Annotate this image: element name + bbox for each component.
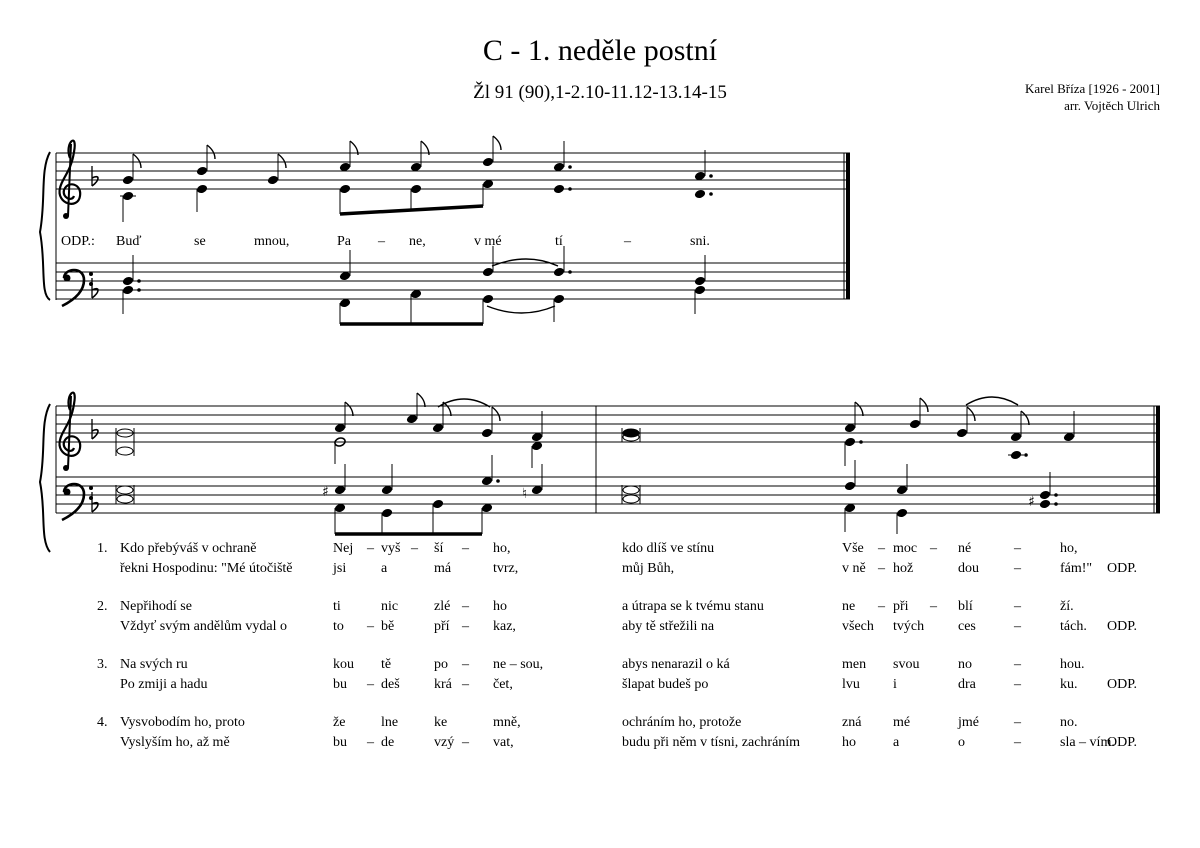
verse-syllable: –	[462, 677, 469, 692]
treble-voice-2b	[334, 437, 1028, 468]
verse-syllable: ží.	[1060, 599, 1074, 614]
verse-syllable: při	[893, 599, 909, 614]
verse-number: 1.	[97, 541, 108, 556]
verse-syllable: ces	[958, 619, 976, 634]
verse-line	[0, 657, 1200, 677]
verse-syllable: i	[893, 677, 897, 692]
verse-syllable: –	[1014, 599, 1021, 614]
verse-syllable: vzý	[434, 735, 455, 750]
verse-syllable: bě	[381, 619, 395, 634]
svg-text:♯: ♯	[322, 484, 329, 500]
verse-syllable: men	[842, 657, 867, 672]
verse-syllable: ší	[434, 541, 444, 556]
verse-syllable: –	[462, 619, 469, 634]
verse-syllable: šlapat budeš po	[622, 677, 709, 692]
response-marker: ODP.	[1107, 677, 1137, 692]
verse-syllable: dou	[958, 561, 979, 576]
verse-syllable: tách.	[1060, 619, 1087, 634]
verse-syllable: čet,	[493, 677, 513, 692]
bass-voices	[122, 246, 706, 324]
verse-syllable: ne	[842, 599, 856, 614]
verse-syllable: Nepřihodí se	[120, 599, 192, 614]
verse-syllable: ho	[842, 735, 856, 750]
treble-voice-1b	[334, 393, 1075, 442]
svg-text:♮: ♮	[522, 486, 528, 502]
verse-syllable: né	[958, 541, 972, 556]
verse-syllable: Kdo přebýváš v ochraně	[120, 541, 257, 556]
verse-number: 3.	[97, 657, 108, 672]
verse-syllable: ochráním ho, protože	[622, 715, 742, 730]
response-marker: ODP.	[1107, 735, 1137, 750]
verse-syllable: bu	[333, 735, 347, 750]
refrain-syllable: Buď	[116, 234, 142, 249]
verse-syllable: –	[367, 619, 374, 634]
verse-syllable: kaz,	[493, 619, 516, 634]
verse-syllable: ku.	[1060, 677, 1078, 692]
verse-syllable: –	[411, 541, 418, 556]
verse-syllable: jmé	[958, 715, 979, 730]
verse-line	[0, 677, 1200, 697]
verse-syllable: nic	[381, 599, 399, 614]
arranger-name: arr. Vojtěch Ulrich	[1064, 98, 1160, 113]
verse-line	[0, 735, 1200, 755]
refrain-syllable: Pa	[337, 234, 351, 249]
verse-syllable: Po zmiji a hadu	[120, 677, 208, 692]
verse-line	[0, 599, 1200, 619]
verse-syllable: ti	[333, 599, 341, 614]
verse-syllable: –	[462, 541, 469, 556]
verse-number: 2.	[97, 599, 108, 614]
refrain-syllable: se	[194, 234, 206, 249]
verse-syllable: –	[878, 541, 885, 556]
refrain-syllable: sni.	[690, 234, 710, 249]
verse-syllable: –	[1014, 541, 1021, 556]
verse-syllable: blí	[958, 599, 973, 614]
verse-syllable: pří	[434, 619, 450, 634]
breve-chords	[116, 428, 640, 504]
verse-syllable: –	[930, 541, 937, 556]
verse-syllable: –	[1014, 561, 1021, 576]
system-1	[40, 136, 850, 324]
verse-syllable: po	[434, 657, 448, 672]
verse-line	[0, 541, 1200, 561]
svg-text:♯: ♯	[1028, 494, 1035, 510]
refrain-label: ODP.:	[61, 234, 95, 249]
verse-number: 4.	[97, 715, 108, 730]
verse-syllable: –	[367, 677, 374, 692]
verse-syllable: –	[462, 657, 469, 672]
verse-syllable: budu při něm v tísni, zachráním	[622, 735, 801, 750]
page-title: C - 1. neděle postní	[482, 34, 718, 67]
verse-syllable: Vždyť svým andělům vydal o	[120, 619, 287, 634]
verse-syllable: jsi	[333, 561, 347, 576]
verse-syllable: a	[381, 561, 388, 576]
response-marker: ODP.	[1107, 619, 1137, 634]
verse-syllable: hož	[893, 561, 914, 576]
verse-syllable: ke	[434, 715, 448, 730]
verse-line	[0, 619, 1200, 639]
verse-syllable: moc	[893, 541, 918, 556]
verse-syllable: ne – sou,	[493, 657, 544, 672]
verse-syllable: sla – vím.	[1060, 735, 1115, 750]
verse-syllable: zlé	[434, 599, 451, 614]
verse-syllable: vyš	[381, 541, 401, 556]
verse-syllable: abys nenarazil o ká	[622, 657, 730, 672]
verse-syllable: mé	[893, 715, 911, 730]
refrain-hyphen: –	[378, 234, 385, 249]
verse-syllable: aby tě střežili na	[622, 619, 715, 634]
verse-syllable: –	[367, 541, 374, 556]
verse-syllable: lne	[381, 715, 399, 730]
verse-syllable: bu	[333, 677, 347, 692]
verse-syllable: Vše	[842, 541, 864, 556]
verse-syllable: že	[333, 715, 346, 730]
psalm-reference: Žl 91 (90),1-2.10-11.12-13.14-15	[473, 82, 727, 103]
verse-syllable: –	[878, 561, 885, 576]
verse-syllable: krá	[434, 677, 452, 692]
verse-syllable: a	[893, 735, 900, 750]
verse-syllable: no.	[1060, 715, 1078, 730]
verse-syllable: –	[878, 599, 885, 614]
verse-syllable: –	[1014, 715, 1021, 730]
system-2	[40, 393, 1160, 552]
verse-syllable: –	[1014, 657, 1021, 672]
verse-syllable: Vyslyším ho, až mě	[120, 735, 230, 750]
verse-syllable: o	[958, 735, 965, 750]
verse-syllable: ho,	[1060, 541, 1078, 556]
verse-syllable: můj Bůh,	[622, 561, 675, 576]
verse-syllable: svou	[893, 657, 920, 672]
verse-syllable: všech	[842, 619, 874, 634]
verse-syllable: fám!"	[1060, 561, 1093, 576]
refrain-syllable: v mé	[474, 234, 502, 249]
verse-syllable: kou	[333, 657, 354, 672]
verse-syllable: –	[1014, 677, 1021, 692]
verse-syllable: –	[367, 735, 374, 750]
treble-voice-2	[120, 179, 713, 222]
refrain-syllable: mnou,	[254, 234, 290, 249]
verse-syllable: vat,	[493, 735, 514, 750]
verse-syllable: –	[930, 599, 937, 614]
verse-syllable: no	[958, 657, 972, 672]
verse-syllable: mně,	[493, 715, 521, 730]
verse-syllable: Na svých ru	[120, 657, 188, 672]
verse-syllable: deš	[381, 677, 400, 692]
verse-syllable: –	[462, 599, 469, 614]
response-marker: ODP.	[1107, 561, 1137, 576]
verse-syllable: dra	[958, 677, 976, 692]
verse-syllable: de	[381, 735, 395, 750]
verse-syllable: –	[462, 735, 469, 750]
verse-syllable: zná	[842, 715, 862, 730]
verse-syllable: tě	[381, 657, 392, 672]
verse-syllable: v ně	[842, 561, 866, 576]
verse-syllable: má	[434, 561, 452, 576]
verse-syllable: tvrz,	[493, 561, 519, 576]
verse-syllable: kdo dlíš ve stínu	[622, 541, 715, 556]
verse-syllable: –	[1014, 619, 1021, 634]
verse-syllable: hou.	[1060, 657, 1085, 672]
refrain-syllable: tí	[555, 234, 563, 249]
verse-syllable: ho,	[493, 541, 511, 556]
refrain-hyphen: –	[624, 234, 631, 249]
treble-voice-1	[122, 136, 713, 185]
verse-syllable: to	[333, 619, 344, 634]
verse-syllable: lvu	[842, 677, 860, 692]
verse-syllable: Nej	[333, 541, 354, 556]
verse-syllable: tvých	[893, 619, 925, 634]
verse-syllable: a útrapa se k tvému stanu	[622, 599, 764, 614]
verse-syllable: Vysvobodím ho, proto	[120, 715, 245, 730]
verse-syllable: řekni Hospodinu: "Mé útočiště	[120, 561, 293, 576]
verse-syllable: ho	[493, 599, 507, 614]
refrain-syllable: ne,	[409, 234, 426, 249]
verse-syllable: –	[1014, 735, 1021, 750]
verse-line	[0, 715, 1200, 735]
verse-line	[0, 561, 1200, 581]
composer-name: Karel Bříza [1926 - 2001]	[1024, 81, 1160, 96]
